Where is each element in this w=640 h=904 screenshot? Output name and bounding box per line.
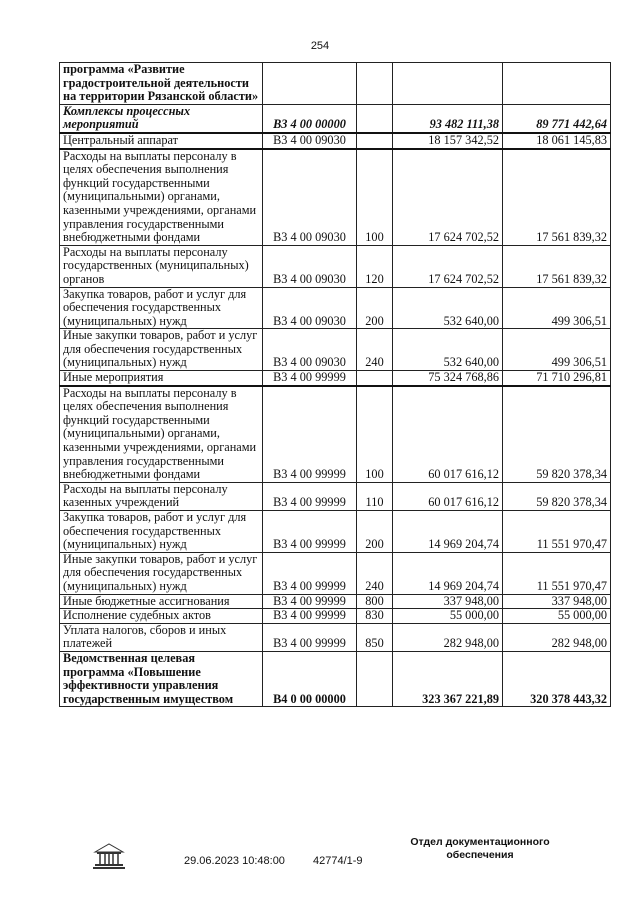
row-code: В3 4 00 99999 (263, 623, 357, 651)
page-number: 254 (310, 40, 330, 52)
table-row (60, 371, 611, 386)
table-row (60, 386, 611, 483)
row-sum-2: 282 948,00 (503, 623, 611, 651)
row-vr: 800 (357, 594, 393, 609)
row-sum-1: 55 000,00 (393, 609, 503, 624)
row-sum-1: 532 640,00 (393, 329, 503, 371)
row-code: В3 4 00 09030 (263, 133, 357, 149)
row-sum-1 (393, 63, 503, 105)
row-name: Иные закупки товаров, работ и услуг для обеспечения государственных (муниципальных) нужд (60, 552, 263, 594)
row-name: Закупка товаров, работ и услуг для обеспечения государственных (муниципальных) нужд (60, 511, 263, 553)
row-sum-1: 17 624 702,52 (393, 245, 503, 287)
row-code: В3 4 00 09030 (263, 287, 357, 329)
row-sum-2: 17 561 839,32 (503, 245, 611, 287)
row-vr: 100 (357, 386, 393, 483)
row-vr (357, 104, 393, 133)
row-vr: 120 (357, 245, 393, 287)
duma-building-icon (92, 840, 126, 870)
budget-table (59, 62, 611, 707)
row-vr: 240 (357, 329, 393, 371)
row-vr: 830 (357, 609, 393, 624)
row-vr: 850 (357, 623, 393, 651)
row-sum-1: 93 482 111,38 (393, 104, 503, 133)
row-code: В4 0 00 00000 (263, 651, 357, 706)
row-code: В3 4 00 09030 (263, 245, 357, 287)
row-code: В3 4 00 99999 (263, 511, 357, 553)
row-sum-1: 60 017 616,12 (393, 482, 503, 510)
row-sum-1: 14 969 204,74 (393, 552, 503, 594)
table-row (60, 245, 611, 287)
table-row (60, 552, 611, 594)
row-vr: 240 (357, 552, 393, 594)
row-name: Расходы на выплаты персоналу в целях обеспечения выполнения функций государственными (муниципальными) органами, казенными учреждениями, органами управления государственными внебюджетными фондами (60, 386, 263, 483)
row-code: В3 4 00 99999 (263, 609, 357, 624)
row-name: Расходы на выплаты персоналу в целях обеспечения выполнения функций государственными (муниципальными) органами, казенными учреждениями, органами управления государственными внебюджетными фондами (60, 149, 263, 246)
row-sum-2: 11 551 970,47 (503, 511, 611, 553)
row-sum-2: 59 820 378,34 (503, 482, 611, 510)
row-name: Комплексы процессных мероприятий (60, 104, 263, 133)
table-row (60, 329, 611, 371)
table-row (60, 651, 611, 706)
row-vr (357, 133, 393, 149)
row-sum-1: 60 017 616,12 (393, 386, 503, 483)
row-sum-2: 320 378 443,32 (503, 651, 611, 706)
row-sum-1: 75 324 768,86 (393, 371, 503, 386)
row-name: Центральный аппарат (60, 133, 263, 149)
table-row (60, 63, 611, 105)
row-sum-2: 337 948,00 (503, 594, 611, 609)
table-row (60, 133, 611, 149)
row-sum-2: 17 561 839,32 (503, 149, 611, 246)
row-vr (357, 371, 393, 386)
table-row (60, 594, 611, 609)
department-label: Отдел документационного обеспечения (410, 836, 550, 861)
table-row (60, 482, 611, 510)
row-vr: 110 (357, 482, 393, 510)
row-vr: 100 (357, 149, 393, 246)
table-row (60, 104, 611, 133)
row-name: Исполнение судебных актов (60, 609, 263, 624)
row-sum-2: 499 306,51 (503, 287, 611, 329)
row-sum-2: 71 710 296,81 (503, 371, 611, 386)
stamp-date: 29.06.2023 10:48:00 (184, 855, 285, 867)
row-code: В3 4 00 99999 (263, 371, 357, 386)
row-sum-2: 11 551 970,47 (503, 552, 611, 594)
row-name: Уплата налогов, сборов и иных платежей (60, 623, 263, 651)
row-sum-2: 499 306,51 (503, 329, 611, 371)
row-sum-2: 55 000,00 (503, 609, 611, 624)
row-sum-1: 532 640,00 (393, 287, 503, 329)
row-code: В3 4 00 99999 (263, 552, 357, 594)
row-name: Закупка товаров, работ и услуг для обеспечения государственных (муниципальных) нужд (60, 287, 263, 329)
row-name: Ведомственная целевая программа «Повышение эффективности управления государственным имуществом (60, 651, 263, 706)
row-code: В3 4 00 99999 (263, 386, 357, 483)
row-name: Расходы на выплаты персоналу казенных учреждений (60, 482, 263, 510)
table-row (60, 511, 611, 553)
row-sum-2 (503, 63, 611, 105)
row-vr: 200 (357, 287, 393, 329)
row-code: В3 4 00 99999 (263, 594, 357, 609)
row-code: В3 4 00 99999 (263, 482, 357, 510)
table-row (60, 149, 611, 246)
table-row (60, 609, 611, 624)
row-code: В3 4 00 09030 (263, 149, 357, 246)
row-vr: 200 (357, 511, 393, 553)
row-sum-1: 14 969 204,74 (393, 511, 503, 553)
row-name: Иные закупки товаров, работ и услуг для обеспечения государственных (муниципальных) нужд (60, 329, 263, 371)
row-sum-1: 18 157 342,52 (393, 133, 503, 149)
row-sum-1: 282 948,00 (393, 623, 503, 651)
row-code: В3 4 00 09030 (263, 329, 357, 371)
row-sum-1: 337 948,00 (393, 594, 503, 609)
row-code: В3 4 00 00000 (263, 104, 357, 133)
row-sum-1: 17 624 702,52 (393, 149, 503, 246)
stamp-doc-number: 42774/1-9 (313, 855, 363, 867)
row-sum-2: 18 061 145,83 (503, 133, 611, 149)
table-row (60, 287, 611, 329)
row-sum-2: 59 820 378,34 (503, 386, 611, 483)
budget-table-body (60, 63, 611, 707)
row-vr (357, 63, 393, 105)
row-name: Расходы на выплаты персоналу государственных (муниципальных) органов (60, 245, 263, 287)
row-sum-2: 89 771 442,64 (503, 104, 611, 133)
row-name: Иные мероприятия (60, 371, 263, 386)
row-sum-1: 323 367 221,89 (393, 651, 503, 706)
row-vr (357, 651, 393, 706)
table-row (60, 623, 611, 651)
row-code (263, 63, 357, 105)
row-name: Иные бюджетные ассигнования (60, 594, 263, 609)
row-name: программа «Развитие градостроительной деятельности на территории Рязанской области» (60, 63, 263, 105)
